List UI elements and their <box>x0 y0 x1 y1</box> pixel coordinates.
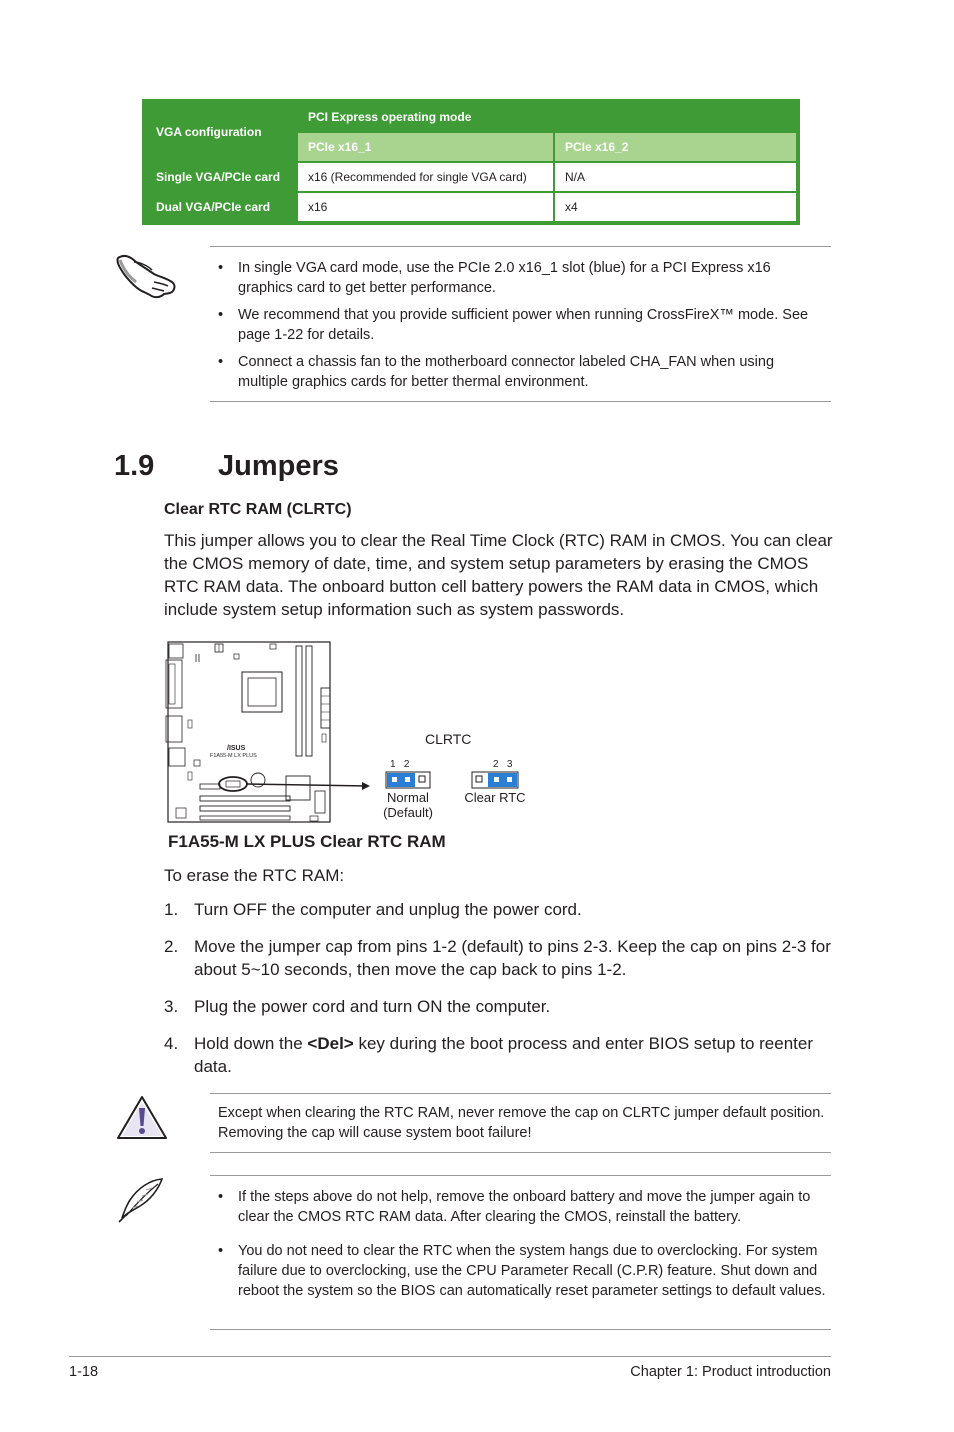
divider <box>210 246 831 247</box>
page-number: 1-18 <box>69 1364 99 1380</box>
pin-numbers-clear: 2 3 <box>493 759 513 770</box>
pin-numbers-normal: 1 2 <box>390 759 410 770</box>
warning-text: Except when clearing the RTC RAM, never remove the cap on CLRTC jumper default position. Removing the cap will cause system boot failure! <box>218 1105 825 1141</box>
steps-intro: To erase the RTC RAM: <box>164 866 345 885</box>
intro-paragraph: This jumper allows you to clear the Real Time Clock (RTC) RAM in CMOS. You can clear the CMOS memory of date, time, and system setup parameters by erasing the CMOS RTC RAM data. The onboard button cell battery powers the RAM data in CMOS, which include system setup information such as system passwords. <box>164 531 833 619</box>
list-item: • Connect a chassis fan to the motherboard connector labeled CHA_FAN when using multiple graphics cards for better thermal environment. <box>218 354 775 390</box>
table-cell: x16 <box>298 193 553 221</box>
divider <box>210 1093 831 1094</box>
jumper-normal-sublabel: (Default) <box>383 805 433 820</box>
list-item: 1. Turn OFF the computer and unplug the power cord. <box>164 900 582 919</box>
hand-pointer-icon <box>114 248 178 305</box>
jumper-normal-diagram <box>386 772 430 788</box>
list-item: • In single VGA card mode, use the PCIe 2.0 x16_1 slot (blue) for a PCI Express x16 graphics card to get better performance. <box>218 260 771 296</box>
divider <box>210 1152 831 1153</box>
steps-list <box>164 898 834 1092</box>
list-item: 2. Move the jumper cap from pins 1-2 (default) to pins 2-3. Keep the cap on pins 2-3 for about 5~10 seconds, then move the cap back to pins 1-2. <box>164 937 831 979</box>
divider <box>210 1329 831 1330</box>
list-item: • You do not need to clear the RTC when the system hangs due to overclocking. For system failure due to overclocking, use the CPU Parameter Recall (C.P.R) feature. Shut down and reboot the system so the BIOS can automatically reset parameter settings to default values. <box>218 1243 826 1299</box>
del-key: <Del> <box>307 1034 354 1053</box>
board-brand-logo: /ISUS <box>227 745 246 752</box>
jumper-clear-label: Clear RTC <box>464 790 526 805</box>
list-item: 4. Hold down the <Del> key during the boot process and enter BIOS setup to reenter data. <box>164 1034 813 1076</box>
vga-configuration-table <box>142 99 800 225</box>
subsection-title: Clear RTC RAM (CLRTC) <box>164 501 352 518</box>
divider <box>210 401 831 402</box>
feather-pen-icon <box>116 1176 166 1229</box>
footer-divider <box>69 1356 831 1357</box>
table-subheader-pcie2: PCIe x16_2 <box>555 133 796 161</box>
list-item: 3. Plug the power cord and turn ON the computer. <box>164 997 551 1016</box>
section-number: 1.9 <box>114 450 155 482</box>
table-subheader-pcie1: PCIe x16_1 <box>298 133 553 161</box>
warning-icon <box>116 1094 168 1147</box>
clrtc-jumper-figure <box>160 636 540 836</box>
chapter-label: Chapter 1: Product introduction <box>630 1364 831 1380</box>
table-header-vga-config: VGA configuration <box>156 125 262 139</box>
note-list <box>210 1187 830 1301</box>
list-item: • If the steps above do not help, remove the onboard battery and move the jumper again to clear the CMOS RTC RAM data. After clearing the CMOS, reinstall the battery. <box>218 1189 811 1225</box>
board-model-label: F1A55-M LX PLUS <box>210 753 257 759</box>
table-header-pci-mode: PCI Express operating mode <box>308 110 472 124</box>
jumper-clear-diagram <box>472 772 518 788</box>
note-list <box>210 258 810 392</box>
divider <box>210 1175 831 1176</box>
table-cell: x4 <box>555 193 796 221</box>
jumper-normal-label: Normal <box>387 790 429 805</box>
table-cell: x16 (Recommended for single VGA card) <box>298 163 553 191</box>
table-cell: N/A <box>555 163 796 191</box>
jumper-label: CLRTC <box>425 731 472 747</box>
table-row-label: Single VGA/PCIe card <box>156 170 281 184</box>
table-row-label: Dual VGA/PCIe card <box>156 200 271 214</box>
section-heading: Jumpers <box>218 450 339 482</box>
figure-caption: F1A55-M LX PLUS Clear RTC RAM <box>168 832 446 851</box>
section-title <box>114 450 339 483</box>
list-item: • We recommend that you provide sufficient power when running CrossFireX™ mode. See page 1-22 for details. <box>218 307 809 343</box>
motherboard-diagram <box>160 636 540 836</box>
